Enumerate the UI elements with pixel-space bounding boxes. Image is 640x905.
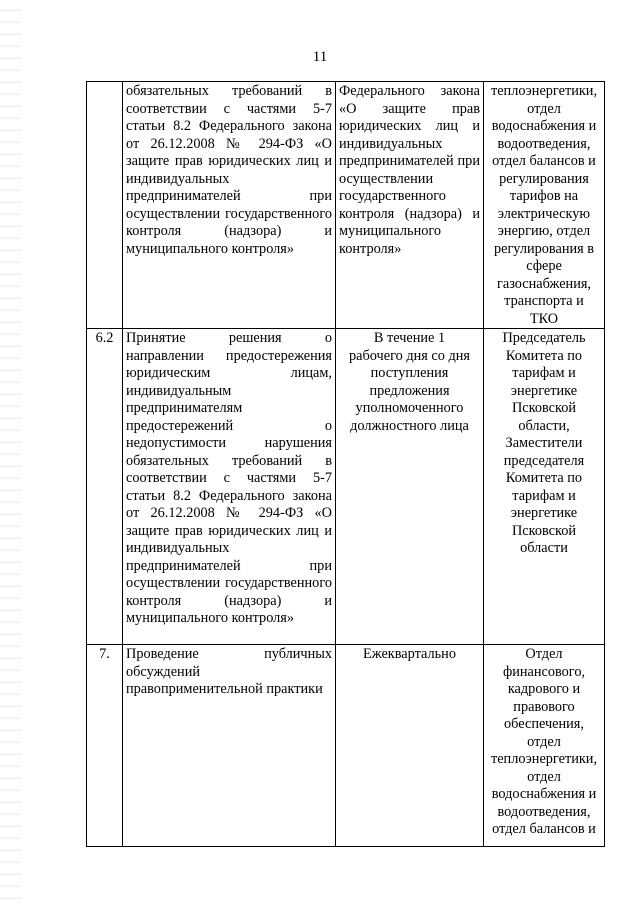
measure-description: Проведение публичных обсуждений правоприменительной практики — [123, 645, 336, 847]
measure-description: Принятие решения о направлении предостережения юридическим лицам, индивидуальным предпринимателям предостережений о недопустимости нарушения обязательных требований в соответствии с частями 5-7 статьи 8.2 Федерального закона от 26.12.2008 № 294-ФЗ «О защите прав юридических лиц и индивидуальных предпринимателей при осуществлении государственного контроля (надзора) и муниципального контроля» — [123, 329, 336, 645]
row-number: 7. — [87, 645, 123, 847]
scan-margin-artifact — [0, 0, 22, 905]
measure-term: В течение 1 рабочего дня со дня поступления предложения уполномоченного должностного лица — [336, 329, 484, 645]
measures-table — [86, 81, 605, 847]
table-row — [87, 645, 605, 847]
measure-term: Федерального закона «О защите прав юридических лиц и индивидуальных предпринимателей при осуществлении государственного контроля (надзора) и муниципального контроля» — [336, 82, 484, 329]
measure-responsible: теплоэнергетики, отдел водоснабжения и водоотведения, отдел балансов и регулирования тарифов на электрическую энергию, отдел регулирования в сфере газоснабжения, транспорта и ТКО — [484, 82, 605, 329]
measure-responsible: Отдел финансового, кадрового и правового обеспечения, отдел теплоэнергетики, отдел водоснабжения и водоотведения, отдел балансов и — [484, 645, 605, 847]
row-number — [87, 82, 123, 329]
measure-description: обязательных требований в соответствии с частями 5-7 статьи 8.2 Федерального закона от 26.12.2008 № 294-ФЗ «О защите прав юридических лиц и индивидуальных предпринимателей при осуществлении государственного контроля (надзора) и муниципального контроля» — [123, 82, 336, 329]
measure-responsible: Председатель Комитета по тарифам и энергетике Псковской области, Заместители председателя Комитета по тарифам и энергетике Псковской области — [484, 329, 605, 645]
page-number: 11 — [312, 49, 328, 65]
row-number: 6.2 — [87, 329, 123, 645]
table-row — [87, 329, 605, 645]
table-row — [87, 82, 605, 329]
measure-term: Ежеквартально — [336, 645, 484, 847]
